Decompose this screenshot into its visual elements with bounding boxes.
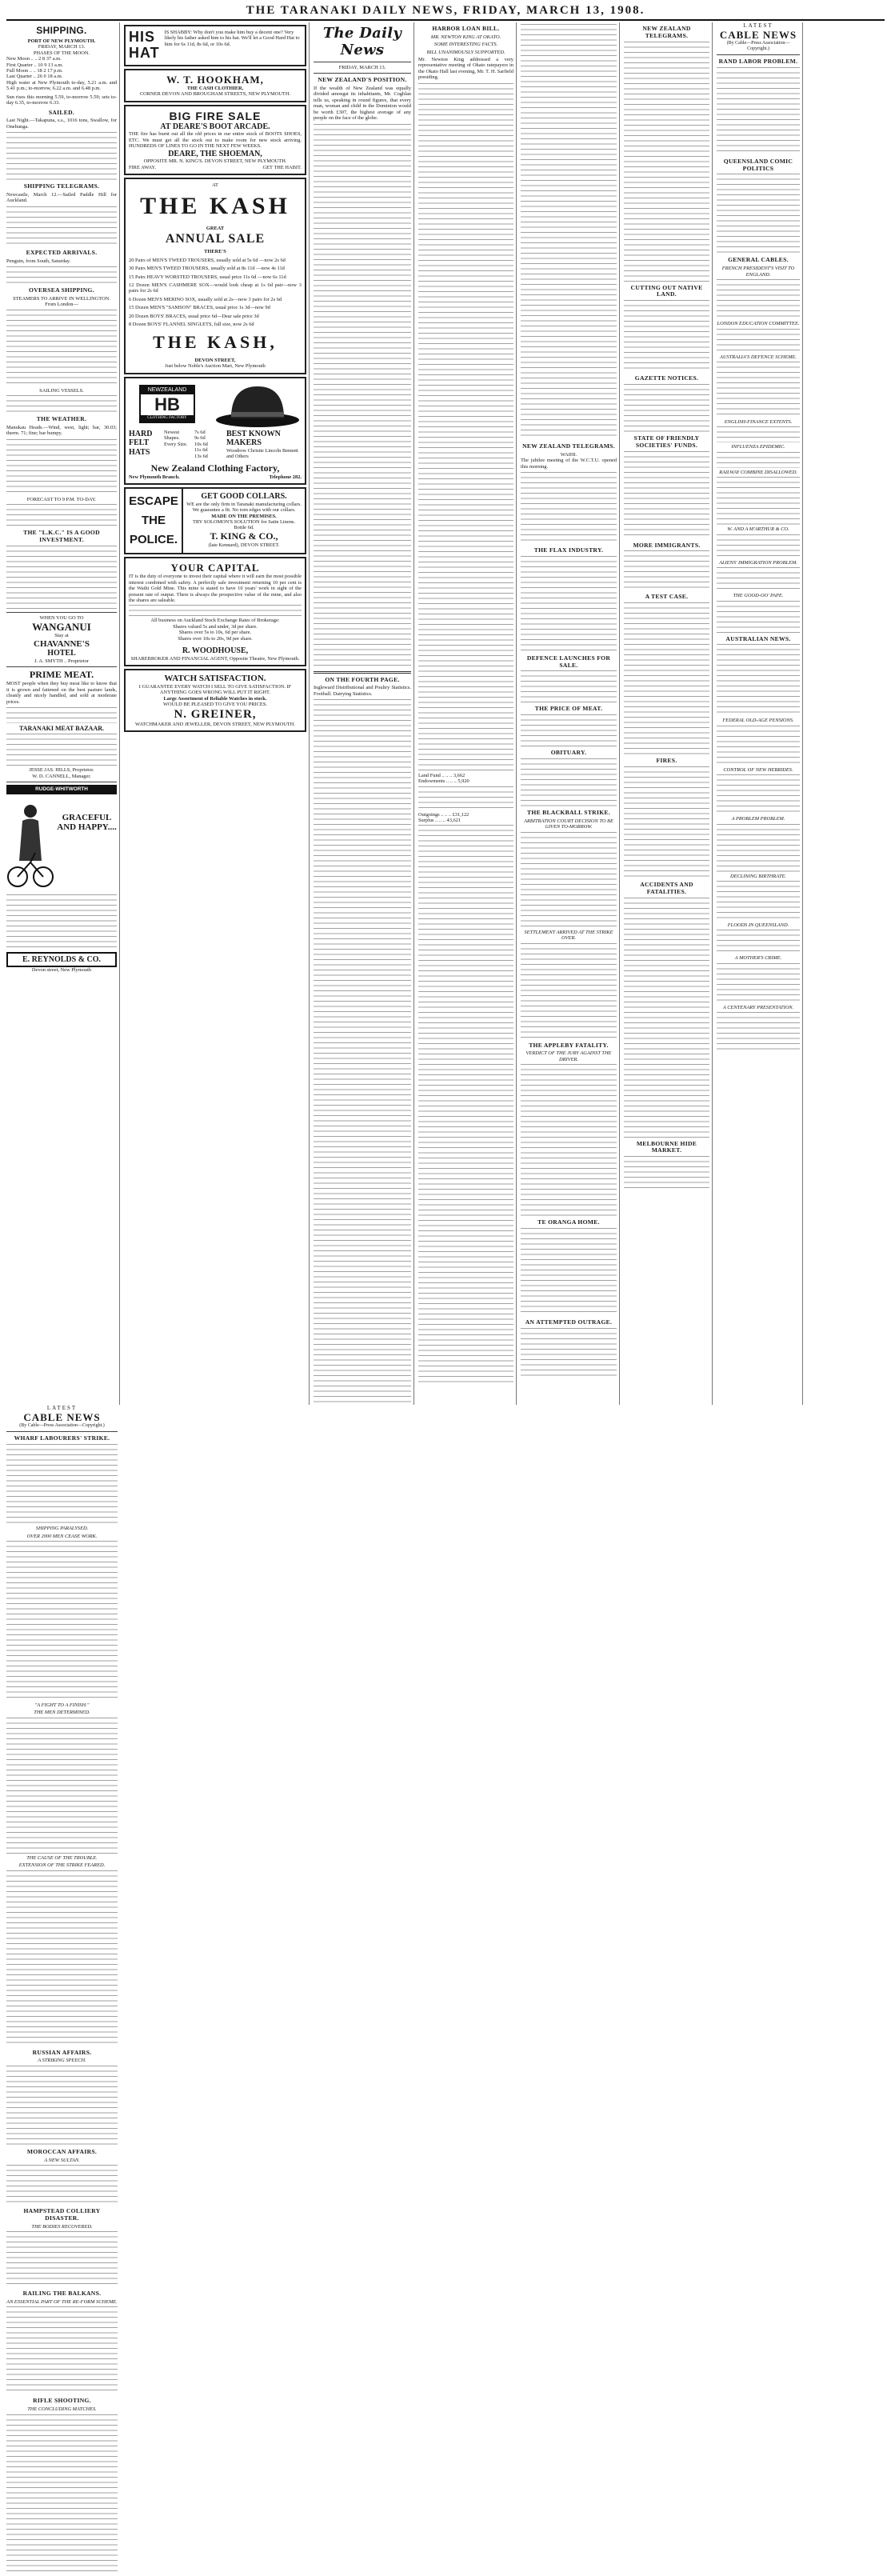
kash-bottom: THE KASH, [153, 332, 278, 353]
collars-solution: TRY SOLOMON'S SOLUTION for Satin Linens. Bottle 6d. [192, 519, 295, 531]
aliens: ALIENS' IMMIGRATION PROBLEM. [719, 559, 797, 566]
text-block [624, 300, 709, 372]
new-sultan: A NEW SULTAN. [44, 2157, 80, 2163]
escape-line: ESCAPE [129, 494, 178, 509]
port-heading: PORT OF NEW PLYMOUTH. [27, 38, 96, 44]
striking-speech: A STRIKING SPEECH. [38, 2058, 86, 2064]
fire-sale-text: THE fire has burnt out all the old prices in our entire stock of BOOTS SHOES, ETC. We must get all the stock out to make room for new stock arriving. HUNDREDS OF LINES TO GO IN THE NEXT FEW WEEKS. [129, 131, 302, 150]
hb-hats-ad [124, 377, 306, 485]
text-block [6, 266, 117, 284]
text-block [6, 546, 117, 610]
capital-item: Shares valued 5s and under, 3d per share. [173, 623, 258, 630]
endowments: Endowments .. .. .. 5,920 [418, 778, 469, 785]
fires-heading: FIRES. [656, 757, 677, 765]
collars-heading: GET GOOD COLLARS. [201, 492, 287, 502]
text-block [521, 832, 617, 928]
column-7 [717, 22, 803, 1405]
text-block [6, 132, 117, 180]
text-block [624, 766, 709, 878]
control-hebrides: CONTROL OF NEW HEBRIDES. [723, 766, 793, 773]
columns [6, 22, 885, 2413]
text-block [624, 550, 709, 590]
latest-label: LATEST [46, 1405, 78, 1412]
expected-text: Penguin, from South, Saturday. [6, 258, 71, 264]
federal-age: FEDERAL OLD-AGE PENSIONS. [722, 718, 794, 724]
high-water: High water at New Plymouth to-day, 5.21 a.m. and 5.41 p.m.; to-morrow, 6.22 a.m. and 6.48 p.m. [6, 79, 117, 92]
kash-item: 20 Dozen BOYS' BRACES, usual price 6d—Dear sale price 3d [129, 313, 259, 319]
felt-price: 9s 6d [194, 435, 206, 442]
column-2 [124, 22, 310, 1405]
text-block [6, 2165, 118, 2205]
text-block [6, 504, 117, 526]
aus-defence: AUSTRALIA'S DEFENCE SCHEME. [720, 354, 797, 360]
moon-row: New Moon .. .. 2 8 37 a.m. [6, 56, 62, 62]
his-hat-text: IS SHABBY: Why don't you make him buy a decent one? Very likely his father asked him to his hat. We'll let a Good Hard Hat to him for 6s 11d, 8s 6d, or 10s 6d. [164, 30, 300, 47]
text-block [314, 124, 411, 668]
price-meat-heading: THE PRICE OF MEAT. [534, 705, 603, 713]
floods: FLOODS IN QUEENSLAND. [727, 922, 789, 928]
verdict-sub: VERDICT OF THE JURY AGAINST THE DRIVER. [525, 1050, 612, 1062]
column-6 [624, 22, 713, 1405]
more-immigrants-heading: MORE IMMIGRANTS. [633, 541, 701, 549]
cable-news-header [717, 22, 800, 52]
get-habit: GET THE HABIT. [262, 164, 302, 170]
sailed-text: Last Night.—Takapuna, s.s., 1016 tons, Swallow, for Onehunga. [6, 118, 117, 130]
on-page-heading: ON THE FOURTH PAGE. [325, 675, 400, 683]
kash-item: 8 Dozen BOYS' FLANNEL SINGLETS, full size, now 2s 6d [129, 322, 254, 328]
collars-ad [124, 487, 306, 554]
test-case-heading: A TEST CASE. [645, 593, 689, 601]
column-3 [314, 22, 414, 1405]
mothers-crime: A MOTHER'S CRIME. [734, 955, 782, 962]
shipping-telegrams-text: Newcastle, March 12.—Sailed Paddle Hill for Auckland. [6, 191, 117, 204]
moon-row: Full Moon .. .. 18 2 17 p.m. [6, 68, 63, 74]
makers-list: Woodrow Christie Lincoln Bennett and Others [226, 448, 298, 460]
felt-price: 11s 6d [194, 447, 208, 454]
text-block [418, 825, 513, 1385]
escape-line: THE [142, 514, 166, 528]
text-block [6, 707, 117, 723]
lkc-heading: THE "L.K.C." IS A GOOD INVESTMENT. [23, 529, 100, 543]
text-block [6, 2414, 118, 2574]
railing-heading: RAILING THE BALKANS. [22, 2290, 102, 2298]
shipping-paralysed: SHIPPING PARALYSED. [35, 1526, 89, 1532]
text-block [521, 556, 617, 652]
text-block [717, 1012, 800, 1052]
flax-heading: THE FLAX INDUSTRY. [533, 546, 604, 554]
text-block [624, 602, 709, 754]
bill-supported: BILL UNANIMOUSLY SUPPORTED. [426, 49, 505, 55]
cable-news-header [6, 1405, 118, 1429]
daily-news-date: FRIDAY, MARCH 13. [338, 64, 386, 70]
rudge-whitworth: RUDGE-WHITWORTH [6, 785, 117, 794]
column-4 [418, 22, 517, 1405]
watch-ad [124, 669, 306, 732]
text-block [521, 24, 617, 440]
nz-telegrams-heading: NEW ZEALAND TELEGRAMS. [522, 442, 615, 450]
oranga-heading: TE ORANGA HOME. [537, 1218, 600, 1226]
hookham-address: CORNER DEVON AND BROUGHAM STREETS, NEW PLYMOUTH. [139, 91, 291, 98]
essential-part: AN ESSENTIAL PART OF THE RE-FORM SCHEME. [6, 2298, 118, 2305]
reynolds-ad: E. REYNOLDS & CO. [6, 952, 117, 968]
text-block [717, 477, 800, 525]
escape-line: POLICE. [129, 533, 178, 547]
railway-combine: RAILWAY COMBINE DISALLOWED. [719, 469, 797, 475]
shipping-heading: SHIPPING. [36, 25, 87, 36]
birthrate: DECLINING BIRTHRATE. [729, 873, 787, 879]
collars-text: WE are the only firm in Taranaki manufacturing collars. We guarantee a fit. No torn edges with our collars. [186, 501, 302, 514]
felt-price: 10s 6d [194, 441, 208, 447]
surplus: Surplus .. .. .. 43,621 [418, 818, 461, 824]
woodhouse: R. WOODHOUSE, [182, 646, 249, 656]
hb-logo-top: NEWZEALAND [141, 386, 194, 394]
appleby-heading: THE APPLEBY FATALITY. [529, 1041, 609, 1049]
position-heading: NEW ZEALAND'S POSITION. [318, 76, 407, 84]
text-block [418, 83, 513, 771]
text-block [521, 714, 617, 746]
kash-item: 20 Pairs of MEN'S TWEED TROUSERS, usually sold at 5s 6d —now 2s 6d [129, 257, 286, 263]
steamers-heading: STEAMERS TO ARRIVE IN WELLINGTON. [13, 295, 110, 302]
melbourne-heading: MELBOURNE HIDE MARKET. [636, 1139, 697, 1154]
fire-sale-title: BIG FIRE SALE [169, 109, 262, 122]
arbitration-sub: ARBITRATION COURT DECISION TO BE GIVEN TO-MORROW. [524, 818, 613, 830]
text-block [717, 824, 800, 872]
text-block [6, 1444, 118, 1524]
friendly-heading: STATE OF FRIENDLY SOCIETIES' FUNDS. [633, 434, 700, 449]
text-block [717, 774, 800, 814]
attempted-heading: AN ATTEMPTED OUTRAGE. [525, 1318, 613, 1326]
text-block [6, 1541, 118, 1701]
watch-prices: WOULD BE PLEASED TO GIVE YOU PRICES. [162, 702, 267, 708]
text-block [6, 310, 117, 386]
text-block [6, 1870, 118, 2046]
woodhouse-sub: SHAREBROKER AND FINANCIAL AGENT, Opposite Theatre, New Plymouth. [130, 655, 300, 662]
text-block [717, 567, 800, 591]
text-block [521, 472, 617, 544]
hotel: HOTEL [47, 649, 76, 658]
deare-shoeman: DEARE, THE SHOEMAN, [168, 149, 262, 158]
interesting-facts: SOME INTERESTING FACTS. [434, 42, 498, 48]
harbor-text: Mr. Newton King addressed a very representative meeting of Okato ratepayers in the Okato Hall last evening, Mr. T. H. Sarfield presiding. [418, 57, 513, 81]
nzcf-branch: New Plymouth Branch. [129, 474, 180, 480]
over-men: OVER 2000 MEN CEASE WORK. [26, 1533, 98, 1539]
text-block [717, 67, 800, 155]
capital-item: Shares over 5s to 10s, 6d per share. [178, 630, 252, 636]
watch-assort: Large Assortment of Reliable Watches in stock. [163, 695, 267, 702]
text-block [717, 534, 800, 558]
kash-address: Just below Noble's Auction Mart, New Plymouth [165, 363, 266, 370]
text-block [717, 279, 800, 319]
column-5 [521, 22, 620, 1405]
forecast: FORECAST TO 9 P.M. TO-DAY. [26, 496, 97, 502]
text-block [6, 894, 117, 950]
stay-at: Stay at [54, 633, 69, 639]
kash-item: 15 Pairs HEAVY WORSTED TROUSERS, usual price 11s 6d —now 6s 11d [129, 274, 286, 280]
weather-heading: THE WEATHER. [36, 415, 87, 423]
text-block [624, 42, 709, 282]
mcarthur: W. AND A M'ARTHUR & CO. [727, 526, 789, 533]
french-visit: FRENCH PRESIDENT'S VISIT TO ENGLAND. [721, 266, 795, 278]
nzcf-telephone: Telephone 282. [269, 474, 302, 480]
prime-meat: PRIME MEAT. [29, 669, 94, 681]
fight-finish: "A FIGHT TO A FINISH." [34, 1702, 90, 1708]
text-block [717, 174, 800, 254]
cable-news-title: CABLE NEWS [23, 1411, 101, 1424]
shipping-telegrams-heading: SHIPPING TELEGRAMS. [23, 182, 100, 190]
cable-news-title: CABLE NEWS [719, 29, 797, 42]
rifle-heading: RIFLE SHOOTING. [33, 2397, 91, 2405]
blackball-heading: THE BLACKBALL STRIKE. [527, 809, 610, 817]
expected-heading: EXPECTED ARRIVALS. [26, 248, 98, 256]
wanganui-line: WHEN YOU GO TO [39, 614, 84, 621]
text-block [624, 451, 709, 539]
text-block [6, 2231, 118, 2287]
date-line: FRIDAY, MARCH 13. [38, 44, 86, 50]
bowler-hat-illustration [214, 382, 302, 430]
reynolds-address: Devon street, New Plymouth [31, 967, 92, 974]
influenza: INFLUENZA EPIDEMIC. [731, 444, 785, 450]
t-king: T. KING & CO., [210, 530, 278, 542]
text-block [717, 426, 800, 442]
your-capital: YOUR CAPITAL [170, 562, 260, 574]
defence-heading: DEFENCE LAUNCHES FOR SALE. [526, 654, 611, 669]
capital-item: All business on Auckland Stock Exchange Rates of Brokerage: [150, 618, 280, 624]
his-hat-ad [124, 25, 306, 66]
chavanne: CHAVANNE'S [34, 638, 90, 649]
cable-sub: (By Cable—Press Association—Copyright.) [19, 1423, 105, 1429]
russian-heading: RUSSIAN AFFAIRS. [32, 2048, 92, 2056]
cutting-heading: CUTTING OUT NATIVE LAND. [630, 283, 703, 298]
text-block [624, 384, 709, 432]
text-block [717, 963, 800, 1003]
centenary: A CENTENARY PRESENTATION. [722, 1004, 794, 1010]
deare-address: OPPOSITE MR. N. KING'S. DEVON STREET, NEW PLYMOUTH. [143, 158, 287, 165]
cause-trouble: THE CAUSE OF THE TROUBLE. [26, 1854, 98, 1861]
gazette-heading: GAZETTE NOTICES. [634, 374, 699, 382]
moon-row: First Quarter .. 10 9 13 a.m. [6, 62, 63, 68]
moon-heading: PHASES OF THE MOON. [33, 50, 90, 56]
masthead: THE TARANAKI DAILY NEWS, FRIDAY, MARCH 13, 1908. [6, 3, 885, 21]
accidents-heading: ACCIDENTS AND FATALITIES. [640, 880, 693, 895]
text-block [717, 881, 800, 921]
bazaar-manager: W. D. CANNELL, Manager. [32, 773, 91, 779]
text-block [717, 644, 800, 716]
wharf-heading: WHARF LABOURERS' STRIKE. [14, 1434, 110, 1442]
kash-ad [124, 178, 306, 374]
outgoings: Outgoings .. .. .. £31,122 [418, 811, 469, 818]
text-block [521, 758, 617, 806]
hb-logo [139, 385, 195, 422]
watch-satisfaction: WATCH SATISFACTION. [164, 674, 266, 684]
weather-text: Manukau Heads.—Wind, west, light; bar, 30.03; therm. 71; fine; bar bumpy. [6, 424, 117, 437]
concluding-matches: THE CONCLUDING MATCHES. [27, 2406, 97, 2413]
text-block [521, 1228, 617, 1316]
column-8 [6, 1405, 120, 2575]
text-block [314, 699, 411, 1403]
wctu-text: The jubilee meeting of the W.C.T.U. opened this morning. [521, 458, 617, 470]
collars-made: MADE ON THE PREMISES. [211, 513, 277, 519]
capital-item: Shares over 10s to 20s, 9d per share. [178, 635, 253, 642]
hookham-ad [124, 69, 306, 102]
text-block [521, 1328, 617, 1376]
hookham-name: W. T. HOOKHAM, [166, 73, 264, 86]
harbor-sub: MR. NEWTON KING AT OKATO. [430, 34, 501, 40]
position-text: If the wealth of New Zealand was equally divided amongst its inhabitants, Mr. Coghlan tells us, speaking in round figures, that every man, woman and child in the Dominion would be worth £307, the highest average of any people on the face of the globe. [314, 85, 411, 122]
hard-felt-hats: HARD FELT HATS [129, 429, 153, 457]
oversea-heading: OVERSEA SHIPPING. [29, 286, 94, 294]
english-finance: ENGLISH-FINANCE EXTENTS. [724, 418, 793, 425]
his-hat-title: HIS HAT [129, 29, 160, 61]
text-block [6, 734, 117, 766]
on-page-items: Ingleward Distributional and Poultry Statistics. Football. Dairying Statistics. [314, 685, 411, 697]
best-known-makers: BEST KNOWN MAKERS [226, 429, 281, 448]
greiner: N. GREINER, [174, 707, 257, 721]
kash-street: DEVON STREET, [194, 357, 236, 363]
text-block [6, 439, 117, 495]
sun-times: Sun rises this morning 5.59, to-morrow 5.59; sets to-day 6.35, to-morrow 6.33. [6, 94, 117, 106]
harbor-heading: HARBOR LOAN BILL. [432, 25, 500, 32]
australian-news-heading: AUSTRALIAN NEWS. [725, 634, 791, 642]
text-block [6, 206, 117, 246]
bodies-recovered: THE BODIES RECOVERED. [31, 2223, 93, 2230]
bazaar-owner: JESSE JAS. HILLS, Proprietor. [29, 767, 94, 774]
hookham-sub: THE CASH CLOTHIER, [186, 85, 244, 91]
deare-arcade: AT DEARE'S BOOT ARCADE. [160, 122, 270, 131]
text-block [717, 452, 800, 468]
watch-text: I GUARANTEE EVERY WATCH I SELL TO GIVE SATISFACTION. IF ANYTHING GOES WRONG WILL PUT IT RIGHT. [138, 683, 292, 696]
obituary-heading: OBITUARY. [550, 749, 587, 757]
fire-sale-ad [124, 105, 306, 176]
felt-price: 13s 6d [194, 453, 208, 459]
kash-item: 15 Dozen MEN'S "SAMSON" BRACES, usual price 1s 3d—now 9d [129, 305, 270, 311]
kash-item: 30 Pairs MEN'S TWEED TROUSERS, usually sold at 8s 11d —now 4s 11d [129, 266, 285, 272]
london-education: LONDON EDUCATION COMMITTEE. [717, 321, 800, 327]
general-cables-heading: GENERAL CABLES. [728, 256, 789, 264]
rand-heading: RAND LABOR PROBLEM. [718, 58, 798, 66]
sailing-vessels-heading: SAILING VESSELS. [39, 387, 84, 394]
text-block [624, 898, 709, 1138]
text-block [6, 1718, 118, 1854]
kash-great: GREAT [206, 226, 225, 232]
text-block [717, 930, 800, 954]
capital-text: IT is the duty of everyone to invest their capital where it will earn the most possible interest combined with safety. A perfectly safe investment returning 10 per cent is the Waihi Gold Mine. This mine is stated to have 10 years' work in sight of the present rate of output. There is always the prospective value of the mine, and also the shares are saleable. [129, 574, 302, 603]
meat-text: MOST people when they buy meat like to know that it is grown and fattened on the best pasture lands, cleanly and nicely handled, and sold at moderate prices. [6, 681, 117, 705]
moon-row: Last Quarter .. 26 0 18 a.m. [6, 74, 63, 80]
from-london: From London— [45, 302, 78, 308]
text-block [6, 395, 117, 413]
kash-at: AT [212, 182, 218, 189]
daily-news-title: The Daily News [322, 25, 402, 58]
proprietor: J. A. SMYTH .. Proprietor [34, 658, 89, 665]
cable-sub: (By Cable—Press Association—Copyright.) [726, 41, 790, 52]
hampstead-heading: HAMPSTEAD COLLIERY DISASTER. [23, 2207, 101, 2222]
text-block [717, 362, 800, 418]
queensland-comic-heading: QUEENSLAND COMIC POLITICS [723, 157, 793, 172]
kash-item: 12 Dozen MEN'S CASHMERE SOX—would look cheap at 1s 6d pair—now 3 pairs for 2s 6d [129, 282, 302, 294]
waihi: WAIHI. [560, 451, 577, 458]
nzt-heading: NEW ZEALAND TELEGRAMS. [642, 25, 691, 39]
men-determined: THE MEN DETERMINED. [34, 1710, 90, 1716]
felt-desc: Newest Shapes. Every Size. [164, 429, 188, 447]
text-block [624, 1156, 709, 1188]
meat-bazaar: TARANAKI MEAT BAZAAR. [18, 725, 104, 733]
cyclist-illustration [6, 797, 54, 893]
wanganui: WANGANUI [32, 621, 91, 634]
text-block [521, 1064, 617, 1216]
problem: A PROBLEM PROBLEM. [731, 816, 785, 822]
hb-logo-bottom: CLOTHING FACTORY [141, 415, 194, 422]
text-block [717, 726, 800, 766]
t-king-address: (late Kennard), DEVON STREET. [208, 542, 280, 548]
text-block [418, 786, 513, 810]
text-block [521, 943, 617, 1039]
fire-away: FIRE AWAY. [129, 164, 156, 170]
text-block [6, 2306, 118, 2394]
column-1 [6, 22, 120, 1405]
text-block [521, 670, 617, 702]
annual-sale: ANNUAL SALE [165, 231, 266, 246]
extension-feared: EXTENSION OF THE STRIKE FEARED. [18, 1862, 106, 1869]
hb-logo-mid: HB [154, 394, 180, 415]
land-fund: Land Fund .. .. .. 3,662 [418, 772, 465, 778]
kash-theres: THERE'S [204, 249, 226, 255]
nz-clothing-factory: New Zealand Clothing Factory, [150, 462, 280, 474]
kash-item: 6 Dozen MEN'S MERINO SOX, usually sold at 2s—now 3 pairs for 2s 6d [129, 296, 282, 302]
felt-price: 7s 6d [194, 429, 206, 435]
greiner-sub: WATCHMAKER AND JEWELLER, DEVON STREET, NEW PLYMOUTH. [135, 721, 295, 727]
sailed-heading: SAILED. [48, 108, 75, 116]
kash-title: THE KASH [140, 193, 290, 220]
moroccan-heading: MOROCCAN AFFAIRS. [26, 2147, 98, 2155]
capital-ad [124, 557, 306, 666]
text-block [717, 329, 800, 353]
text-block [6, 2066, 118, 2146]
goodoo: THE GOOD-OO' PAPE. [733, 593, 784, 599]
latest-label: LATEST [743, 22, 773, 29]
graceful-slogan: GRACEFUL AND HAPPY.... [57, 812, 117, 833]
settlement-sub: SETTLEMENT ARRIVED AT THE STRIKE OVER. [524, 929, 613, 942]
text-block [717, 601, 800, 633]
